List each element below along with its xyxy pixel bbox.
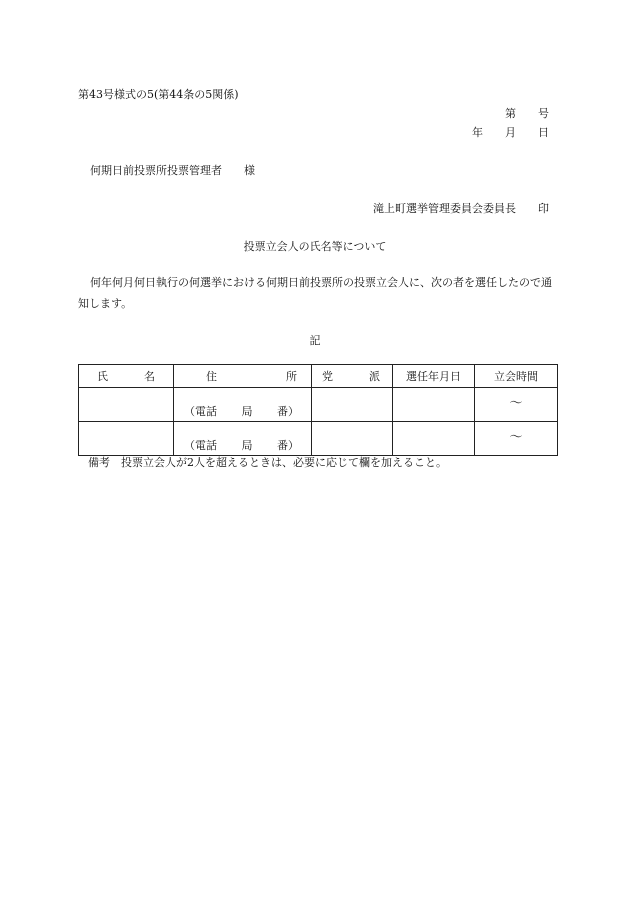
header-time: 立会時間: [475, 365, 558, 388]
header-address: [174, 365, 312, 388]
cell-name[interactable]: [79, 422, 174, 456]
table-header-row: [79, 365, 558, 388]
cell-time[interactable]: [475, 422, 558, 456]
header-address-2: 所: [286, 370, 297, 383]
phone-open: （電話: [184, 439, 217, 452]
header-address-1: 住: [206, 370, 217, 383]
tilde: ～: [509, 430, 523, 445]
header-party-2: 派: [369, 370, 380, 383]
document-title: 投票立会人の氏名等について: [243, 240, 387, 253]
ki-heading: 記: [309, 334, 321, 347]
phone-station: 局: [241, 405, 253, 418]
cell-address[interactable]: [174, 388, 312, 422]
document-number: 第 号: [505, 107, 549, 120]
phone-number: 番）: [277, 405, 299, 418]
note: 備考 投票立会人が2人を超えるときは、必要に応じて欄を加えること。: [88, 456, 447, 469]
table-row: [79, 388, 558, 422]
header-name-2: 名: [144, 370, 155, 383]
phone-station: 局: [241, 439, 253, 452]
cell-appointed[interactable]: [393, 388, 475, 422]
phone-open: （電話: [184, 405, 217, 418]
header-party-1: 党: [322, 370, 333, 383]
cell-appointed[interactable]: [393, 422, 475, 456]
tilde: ～: [509, 396, 523, 411]
cell-party[interactable]: [312, 422, 393, 456]
form-number: 第43号様式の5(第44条の5関係): [78, 88, 239, 101]
table-row: [79, 422, 558, 456]
phone-number: 番）: [277, 439, 299, 452]
members-table: [78, 364, 558, 456]
cell-name[interactable]: [79, 388, 174, 422]
document-date: 年 月 日: [472, 126, 549, 139]
header-party: [312, 365, 393, 388]
body-text: 何年何月何日執行の何選挙における何期日前投票所の投票立会人に、次の者を選任したので通知します。: [78, 276, 552, 310]
cell-party[interactable]: [312, 388, 393, 422]
cell-time[interactable]: [475, 388, 558, 422]
header-name-1: 氏: [97, 370, 108, 383]
sender: 滝上町選挙管理委員会委員長 印: [373, 202, 549, 215]
recipient: 何期日前投票所投票管理者 様: [90, 164, 255, 177]
cell-address[interactable]: [174, 422, 312, 456]
header-name: [79, 365, 174, 388]
header-appointed: 選任年月日: [393, 365, 475, 388]
